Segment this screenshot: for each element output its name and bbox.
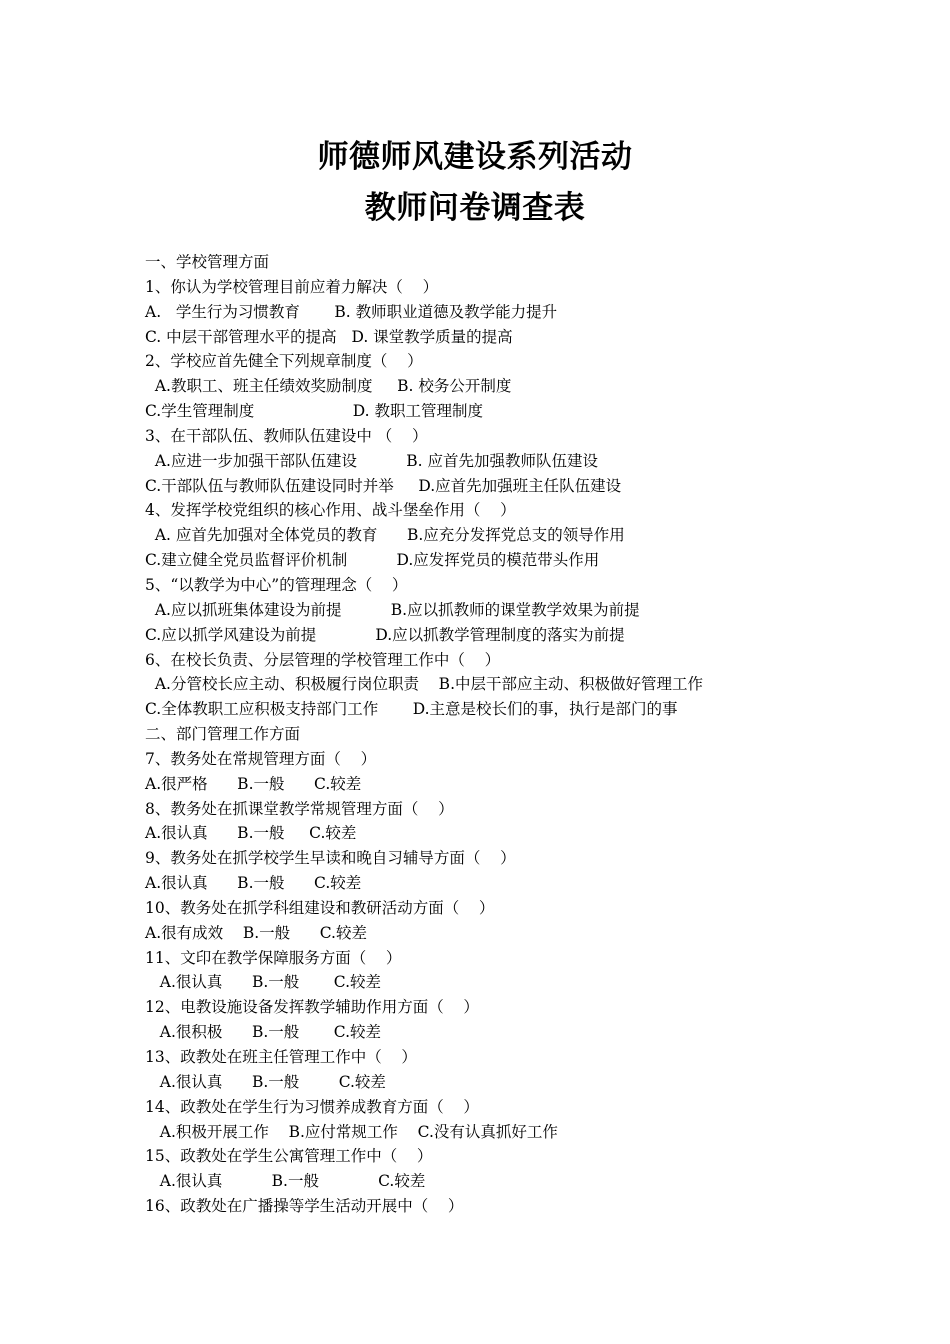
text-line: A.积极开展工作 B.应付常规工作 C.没有认真抓好工作	[145, 1122, 558, 1141]
text-line: 12、电教设施设备发挥教学辅助作用方面（ ）	[145, 998, 479, 1017]
text-line: A.应以抓班集体建设为前提 B.应以抓教师的课堂教学效果为前提	[145, 600, 640, 619]
text-line: A.应进一步加强干部队伍建设 B. 应首先加强教师队伍建设	[145, 451, 598, 470]
questionnaire-body	[145, 250, 845, 1219]
text-line: 7、教务处在常规管理方面（ ）	[145, 749, 377, 768]
text-line: A. 学生行为习惯教育 B. 教师职业道德及教学能力提升	[145, 302, 558, 321]
text-line: 10、教务处在抓学科组建设和教研活动方面（ ）	[145, 898, 495, 917]
text-line: A.分管校长应主动、积极履行岗位职责 B.中层干部应主动、积极做好管理工作	[145, 675, 704, 694]
text-line: 14、政教处在学生行为习惯养成教育方面（ ）	[145, 1097, 479, 1116]
text-line: 16、政教处在广播操等学生活动开展中（ ）	[145, 1197, 464, 1216]
text-line: 6、在校长负责、分层管理的学校管理工作中（ ）	[145, 650, 501, 669]
text-line: 二、部门管理工作方面	[145, 725, 301, 744]
text-line: 2、学校应首先健全下列规章制度（ ）	[145, 352, 423, 371]
text-line: A.很认真 B.一般 C.较差	[145, 1072, 386, 1091]
text-line: A.很严格 B.一般 C.较差	[145, 774, 362, 793]
text-line: A.教职工、班主任绩效奖励制度 B. 校务公开制度	[145, 377, 512, 396]
text-line: 13、政教处在班主任管理工作中（ ）	[145, 1048, 417, 1066]
text-line: A.很认真 B.一般 C.较差	[145, 973, 382, 992]
text-line: C.应以抓学风建设为前提 D.应以抓教学管理制度的落实为前提	[145, 625, 625, 644]
text-line: C.学生管理制度 D. 教职工管理制度	[145, 402, 484, 421]
text-line: A. 应首先加强对全体党员的教育 B.应充分发挥党总支的领导作用	[145, 526, 625, 545]
text-line: 15、政教处在学生公寓管理工作中（ ）	[145, 1147, 433, 1166]
text-line: 一、学校管理方面	[145, 253, 270, 271]
text-line: 5、“以教学为中心”的管理理念（ ）	[145, 575, 408, 594]
text-line: 11、文印在教学保障服务方面（ ）	[145, 948, 402, 967]
document-title-line1: 师德师风建设系列活动	[317, 139, 633, 175]
text-line: A.很有成效 B.一般 C.较差	[145, 923, 367, 942]
text-line: 9、教务处在抓学校学生早读和晚自习辅导方面（ ）	[145, 849, 516, 868]
text-line: A.很积极 B.一般 C.较差	[145, 1023, 382, 1042]
text-line: 1、你认为学校管理目前应着力解决（ ）	[145, 277, 439, 296]
text-line: 4、发挥学校党组织的核心作用、战斗堡垒作用（ ）	[145, 501, 516, 520]
document-title-line2: 教师问卷调查表	[364, 190, 586, 226]
text-line: A.很认真 B.一般 C.较差	[145, 1172, 426, 1191]
text-line: A.很认真 B.一般 C.较差	[145, 874, 362, 893]
text-line: A.很认真 B.一般 C.较差	[145, 824, 357, 843]
text-line: C.干部队伍与教师队伍建设同时并举 D.应首先加强班主任队伍建设	[145, 476, 622, 495]
text-line: C. 中层干部管理水平的提高 D. 课堂教学质量的提高	[145, 327, 513, 346]
text-line: C.全体教职工应积极支持部门工作 D.主意是校长们的事，执行是部门的事	[145, 700, 678, 719]
text-line: C.建立健全党员监督评价机制 D.应发挥党员的模范带头作用	[145, 551, 600, 570]
text-line: 8、教务处在抓课堂教学常规管理方面（ ）	[145, 799, 454, 818]
text-line: 3、在干部队伍、教师队伍建设中 （ ）	[145, 426, 428, 445]
